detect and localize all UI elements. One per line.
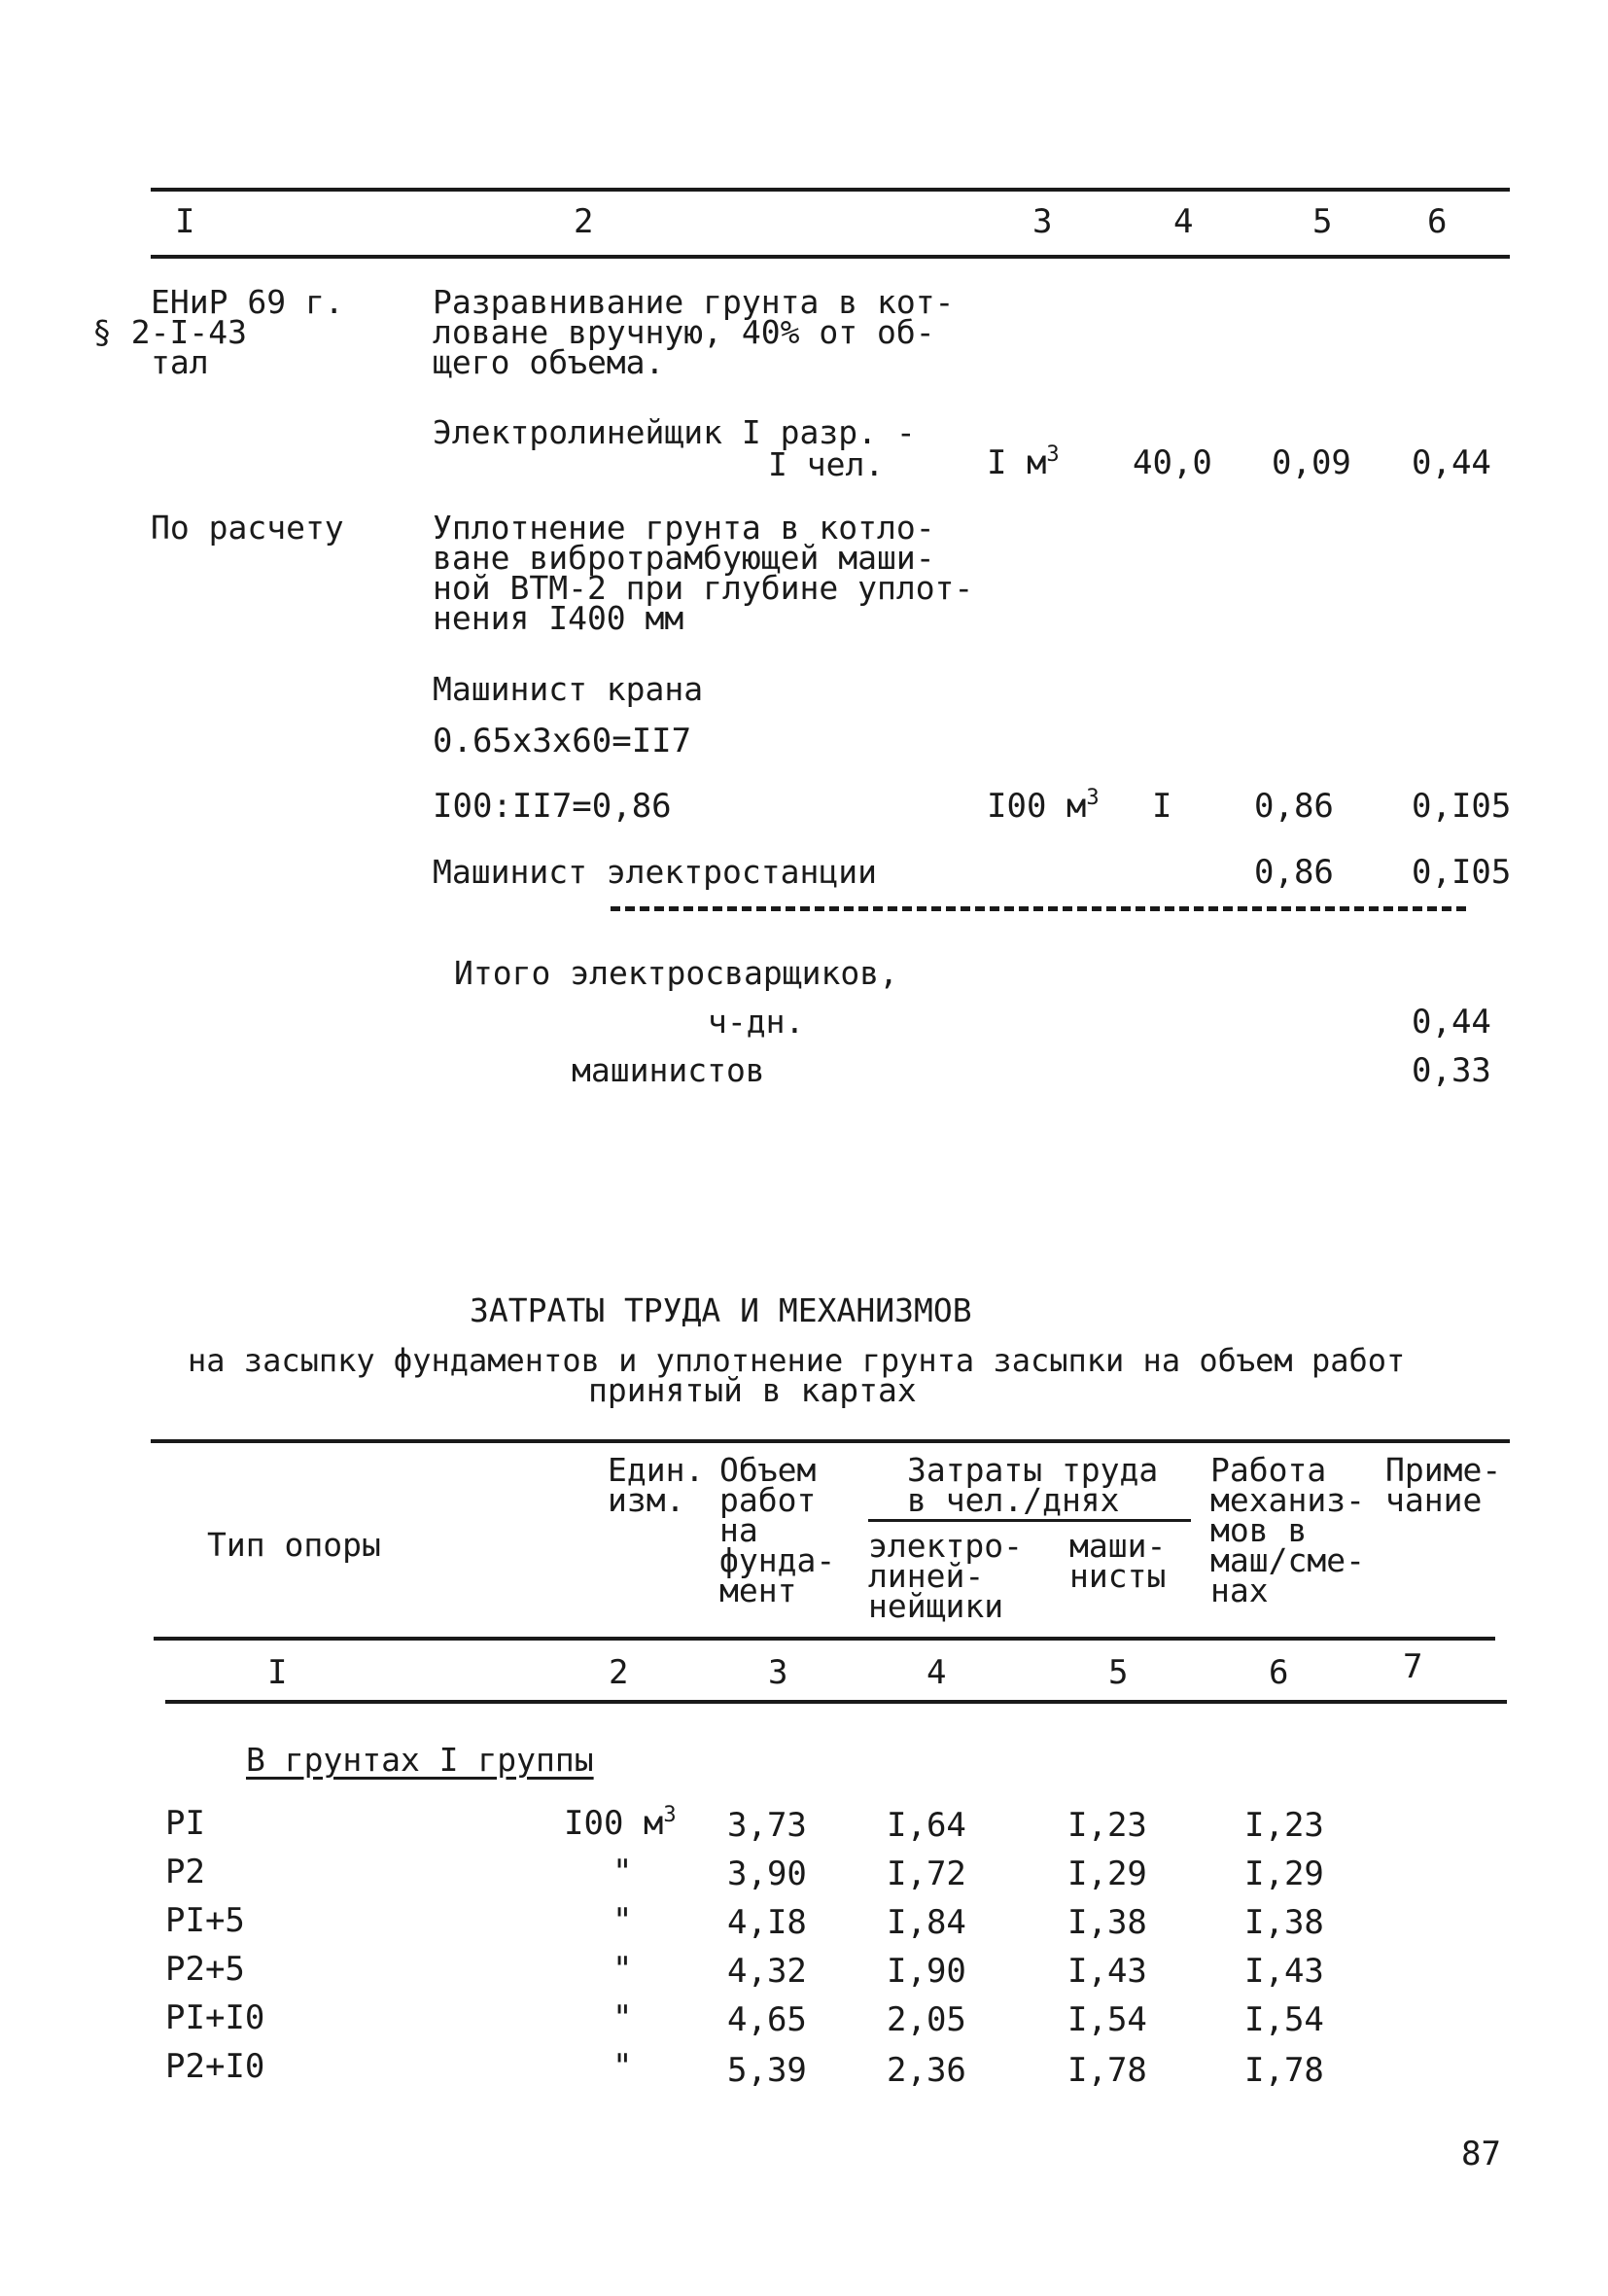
row1-work-line1: Разравнивание грунта в кот- xyxy=(433,283,955,321)
row-unit: " xyxy=(612,2047,633,2086)
header-electro-line2: линей- xyxy=(868,1557,985,1595)
row1-norm: 0,09 xyxy=(1272,443,1351,482)
row-type: PI+I0 xyxy=(165,1998,265,2037)
row1-worker-line1: Электролинейщик I разр. - xyxy=(433,413,916,451)
row2-power-norm: 0,86 xyxy=(1254,853,1334,892)
row-unit: " xyxy=(612,1853,633,1891)
row-volume: 4,I8 xyxy=(727,1903,807,1942)
row-type: PI+5 xyxy=(165,1901,245,1940)
row-volume: 5,39 xyxy=(727,2051,807,2090)
row2-formula: 0.65х3х60=II7 xyxy=(433,722,692,760)
row1-work-line2: ловане вручную, 40% от об- xyxy=(433,313,935,351)
row-type: P2+5 xyxy=(165,1950,245,1989)
summary-value2: 0,33 xyxy=(1412,1051,1491,1090)
row1-source-line2: § 2-I-43 xyxy=(92,313,247,351)
bottom-col-number-6: 6 xyxy=(1269,1653,1289,1692)
header-mech-line5: нах xyxy=(1210,1572,1269,1609)
header-electro-line1: электро- xyxy=(868,1527,1023,1565)
row-unit: " xyxy=(612,1901,633,1940)
row-volume: 3,90 xyxy=(727,1854,807,1893)
bottom-col-number-1: I xyxy=(267,1653,288,1692)
bottom-col-number-7: 7 xyxy=(1403,1647,1423,1686)
header-volume-line3: на xyxy=(719,1511,758,1549)
row1-unit: I $м^3$ xyxy=(987,442,1060,482)
row1-source-line3: тал xyxy=(151,343,209,381)
row1-worker-line2: I чел. xyxy=(768,445,885,483)
header-unit-line1: Един. xyxy=(608,1451,705,1489)
top-table-rule-header xyxy=(151,255,1510,259)
top-table-rule-top xyxy=(151,188,1510,192)
row-electro: I,72 xyxy=(887,1854,966,1893)
row2-unit: I00 $м^3$ xyxy=(987,786,1100,826)
row-volume: 4,32 xyxy=(727,1952,807,1991)
header-labor-rule xyxy=(868,1519,1191,1522)
row2-norm: 0,86 xyxy=(1254,787,1334,826)
row2-work-line4: нения I400 мм xyxy=(433,599,684,637)
header-labor-line1: Затраты труда xyxy=(907,1451,1159,1489)
top-col-number-3: 3 xyxy=(1032,202,1053,241)
top-col-number-6: 6 xyxy=(1427,202,1448,241)
row-electro: 2,05 xyxy=(887,2000,966,2039)
header-mech-line2: механиз- xyxy=(1210,1481,1365,1519)
summary-dashed-rule xyxy=(611,906,1466,911)
row-mech: I,78 xyxy=(1244,2051,1324,2090)
row2-power-label: Машинист электростанции xyxy=(433,853,877,891)
bottom-col-number-2: 2 xyxy=(609,1653,629,1692)
row-mech: I,43 xyxy=(1244,1952,1324,1991)
header-volume-line4: фунда- xyxy=(719,1541,836,1579)
row-type: P2+I0 xyxy=(165,2047,265,2086)
row2-volume: I xyxy=(1152,787,1172,826)
row2-work-line1: Уплотнение грунта в котло- xyxy=(433,509,935,547)
row-machinists: I,23 xyxy=(1067,1806,1147,1845)
row2-power-total: 0,I05 xyxy=(1412,853,1512,892)
row-mech: I,29 xyxy=(1244,1854,1324,1893)
header-labor-line2: в чел./днях xyxy=(907,1481,1120,1519)
row-mech: I,54 xyxy=(1244,2000,1324,2039)
summary-unit: ч-дн. xyxy=(708,1003,805,1041)
row-machinists: I,54 xyxy=(1067,2000,1147,2039)
bottom-table-rule-header xyxy=(154,1637,1495,1641)
header-machinists-line2: нисты xyxy=(1069,1557,1167,1595)
header-type: Тип опоры xyxy=(207,1526,381,1564)
row-mech: I,38 xyxy=(1244,1903,1324,1942)
header-volume-line1: Объем xyxy=(719,1451,817,1489)
section-subtitle-line2: принятый в картах xyxy=(588,1371,917,1409)
bottom-col-number-4: 4 xyxy=(926,1653,947,1692)
row-machinists: I,29 xyxy=(1067,1854,1147,1893)
summary-machinists: машинистов xyxy=(572,1051,765,1089)
row-volume: 4,65 xyxy=(727,2000,807,2039)
header-note-line1: Приме- xyxy=(1385,1451,1502,1489)
row1-volume: 40,0 xyxy=(1133,443,1212,482)
row1-total: 0,44 xyxy=(1412,443,1491,482)
bottom-table-rule-top xyxy=(151,1439,1510,1443)
row1-source-line1: ЕНиР 69 г. xyxy=(151,283,344,321)
row2-work-line2: ване вибротрамбующей маши- xyxy=(433,539,935,577)
row-type: P2 xyxy=(165,1853,205,1891)
row2-source: По расчету xyxy=(151,509,344,547)
bottom-col-number-3: 3 xyxy=(768,1653,788,1692)
header-machinists-line1: маши- xyxy=(1069,1527,1167,1565)
top-col-number-2: 2 xyxy=(574,202,594,241)
row1-work-line3: щего объема. xyxy=(433,343,665,381)
bottom-table-rule-numbers xyxy=(165,1700,1507,1704)
header-mech-line3: мов в xyxy=(1210,1511,1308,1549)
row-electro: I,84 xyxy=(887,1903,966,1942)
row-unit: " xyxy=(612,1998,633,2037)
row-machinists: I,38 xyxy=(1067,1903,1147,1942)
page-number: 87 xyxy=(1461,2135,1501,2173)
header-electro-line3: нейщики xyxy=(868,1587,1004,1625)
row-mech: I,23 xyxy=(1244,1806,1324,1845)
row-unit: I00 $м^3$ xyxy=(564,1803,677,1843)
section-subtitle-line1: на засыпку фундаментов и уплотнение грунта засыпки на объем работ xyxy=(188,1342,1406,1379)
row-machinists: I,78 xyxy=(1067,2051,1147,2090)
row2-work-line3: ной ВТМ-2 при глубине уплот- xyxy=(433,569,974,607)
row2-crane-label: Машинист крана xyxy=(433,670,704,708)
row-electro: 2,36 xyxy=(887,2051,966,2090)
row-unit: " xyxy=(612,1950,633,1989)
row-type: PI xyxy=(165,1804,205,1843)
header-note-line2: чание xyxy=(1385,1481,1483,1519)
header-volume-line2: работ xyxy=(719,1481,817,1519)
header-mech-line1: Работа xyxy=(1210,1451,1327,1489)
row-electro: I,90 xyxy=(887,1952,966,1991)
header-mech-line4: маш/сме- xyxy=(1210,1541,1365,1579)
section-title: ЗАТРАТЫ ТРУДА И МЕХАНИЗМОВ xyxy=(470,1291,972,1329)
top-col-number-1: I xyxy=(175,202,195,241)
bottom-col-number-5: 5 xyxy=(1108,1653,1129,1692)
top-col-number-4: 4 xyxy=(1173,202,1194,241)
top-col-number-5: 5 xyxy=(1312,202,1333,241)
row-electro: I,64 xyxy=(887,1806,966,1845)
row-volume: 3,73 xyxy=(727,1806,807,1845)
summary-title: Итого электросварщиков, xyxy=(454,954,898,992)
group-title: В грунтах I группы xyxy=(246,1741,594,1779)
row-machinists: I,43 xyxy=(1067,1952,1147,1991)
row2-total: 0,I05 xyxy=(1412,787,1512,826)
header-unit-line2: изм. xyxy=(608,1481,685,1519)
header-volume-line5: мент xyxy=(719,1572,797,1609)
row2-calc: I00:II7=0,86 xyxy=(433,787,672,826)
summary-value1: 0,44 xyxy=(1412,1003,1491,1042)
